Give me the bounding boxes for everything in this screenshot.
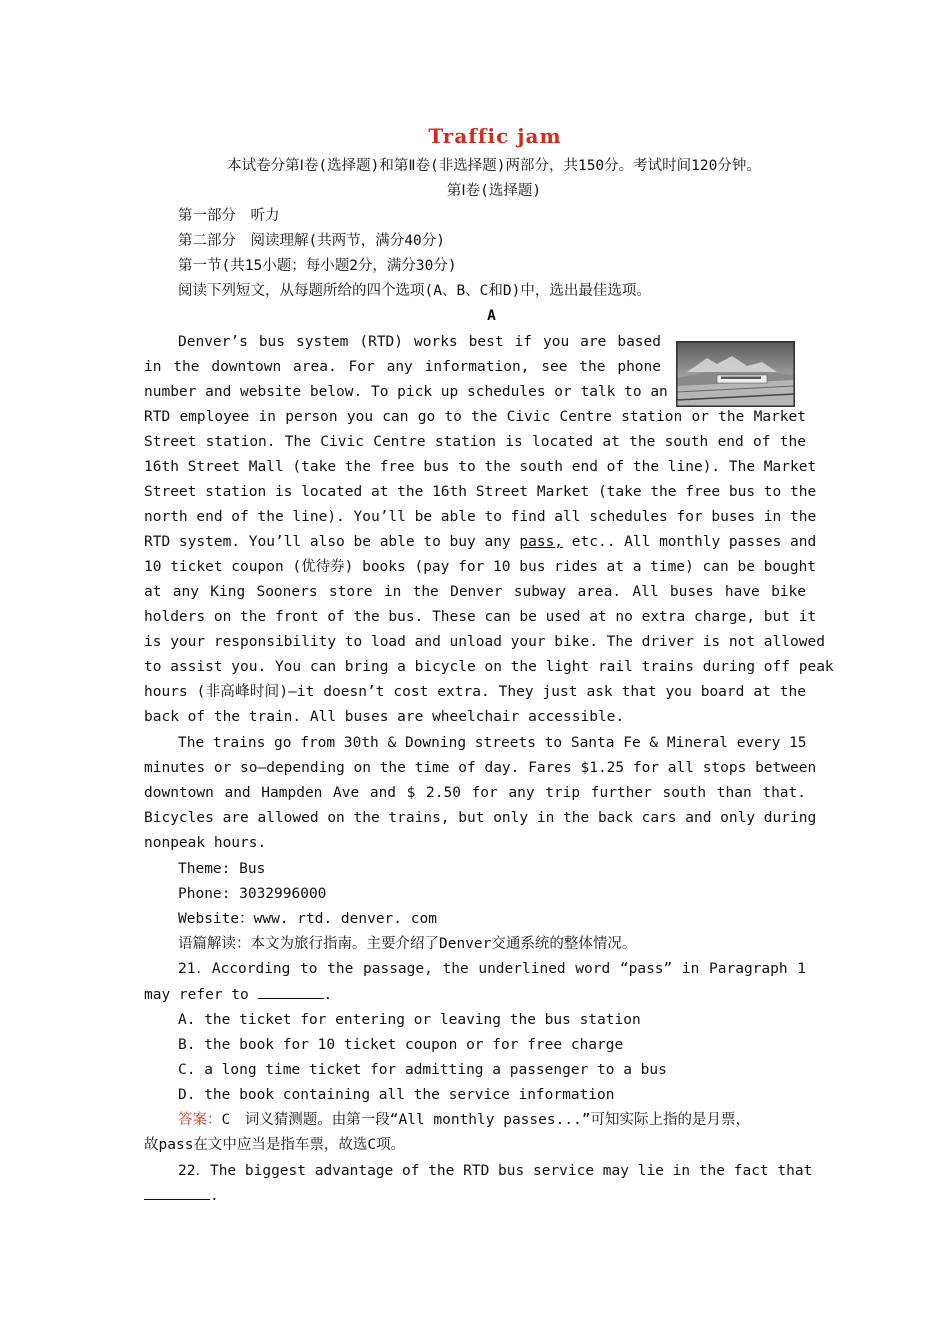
passage-line: Bicycles are allowed on the trains, but only in the back cars and only during	[144, 810, 817, 826]
answer-blank	[144, 1185, 210, 1200]
passage-line: in the downtown area. For any information, see the phone	[144, 359, 661, 375]
answer-text: C 词义猜测题。由第一段“All monthly passes...”可知实际上指的是月票，	[221, 1112, 751, 1128]
instruction: 阅读下列短文，从每题所给的四个选项(A、B、C和D)中，选出最佳选项。	[178, 283, 651, 299]
answer-explanation-cont: 故pass在文中应当是指车票，故选C项。	[144, 1137, 406, 1153]
passage-line: nonpeak hours.	[144, 835, 267, 851]
passage-line: at any King Sooners store in the Denver subway area. All buses have bike	[144, 584, 806, 600]
passage-line: Denver’s bus system (RTD) works best if you are based	[178, 334, 661, 350]
passage-line: to assist you. You can bring a bicycle on the light rail trains during off peak	[144, 659, 834, 675]
answer-label: 答案：	[178, 1112, 222, 1128]
passage-line-with-underline	[144, 530, 817, 555]
option-d: D. the book containing all the service information	[178, 1087, 615, 1103]
passage-text: etc.. All monthly passes and	[571, 534, 817, 550]
passage-line: north end of the line). You’ll be able to find all schedules for buses in the	[144, 509, 817, 525]
page-title: Traffic jam	[428, 124, 562, 148]
phone-line: Phone: 3032996000	[178, 886, 327, 902]
exam-info: 本试卷分第Ⅰ卷(选择题)和第Ⅱ卷(非选择题)两部分，共150分。考试时间120分钟。	[227, 158, 761, 174]
option-a: A. the ticket for entering or leaving the bus station	[178, 1012, 641, 1028]
theme-line: Theme: Bus	[178, 861, 266, 877]
passage-line: downtown and Hampden Ave and $ 2.50 for any trip further south than that.	[144, 785, 806, 801]
question-22-stem: 22．The biggest advantage of the RTD bus service may lie in the fact that	[178, 1163, 813, 1179]
question-text-end: .	[323, 987, 333, 1003]
passage-label: A	[487, 308, 496, 324]
part1-heading: 第一部分 听力	[178, 208, 280, 224]
part2-heading: 第二部分 阅读理解(共两节，满分40分)	[178, 233, 445, 249]
question-text: may refer to	[144, 987, 249, 1003]
website-line: Website：www. rtd. denver. com	[178, 911, 437, 927]
volume-heading: 第Ⅰ卷(选择题)	[446, 183, 542, 199]
passage-line: Street station. The Civic Centre station is located at the south end of the	[144, 434, 806, 450]
question-text-end: .	[210, 1188, 219, 1204]
passage-line: is your responsibility to load and unload your bike. The driver is not allowed	[144, 634, 825, 650]
passage-line: Street station is located at the 16th Street Market (take the free bus to the	[144, 484, 817, 500]
photo-image	[677, 342, 794, 406]
passage-line: hours (非高峰时间)—it doesn’t cost extra. They just ask that you board at the	[144, 684, 806, 700]
passage-line: RTD employee in person you can go to the Civic Centre station or the Market	[144, 409, 806, 425]
passage-line: back of the train. All buses are wheelchair accessible.	[144, 709, 625, 725]
passage-line: The trains go from 30th & Downing streets to Santa Fe & Mineral every 15	[178, 735, 807, 751]
passage-line: 10 ticket coupon (优待券) books (pay for 10 bus rides at a time) can be bought	[144, 559, 817, 575]
passage-line: holders on the front of the bus. These can be used at no extra charge, but it	[144, 609, 817, 625]
answer-blank	[258, 984, 324, 999]
passage-line: minutes or so—depending on the time of day. Fares $1.25 for all stops between	[144, 760, 817, 776]
question-21-stem: 21．According to the passage, the underlined word “pass” in Paragraph 1	[178, 961, 806, 977]
passage-line: 16th Street Mall (take the free bus to the south end of the line). The Market	[144, 459, 817, 475]
question-21-stem-cont	[144, 983, 332, 1008]
section1-heading: 第一节(共15小题；每小题2分，满分30分)	[178, 258, 457, 274]
question-22-stem-cont	[144, 1184, 219, 1209]
answer-explanation	[178, 1108, 750, 1133]
passage-text: RTD system. You’ll also be able to buy any	[144, 534, 511, 550]
passage-analysis: 语篇解读：本文为旅行指南。主要介绍了Denver交通系统的整体情况。	[178, 936, 637, 952]
bus-on-road-photo	[676, 341, 795, 407]
underlined-word-pass: pass,	[519, 534, 564, 550]
option-b: B. the book for 10 ticket coupon or for free charge	[178, 1037, 624, 1053]
passage-line: number and website below. To pick up schedules or talk to an	[144, 384, 668, 400]
option-c: C. a long time ticket for admitting a passenger to a bus	[178, 1062, 667, 1078]
